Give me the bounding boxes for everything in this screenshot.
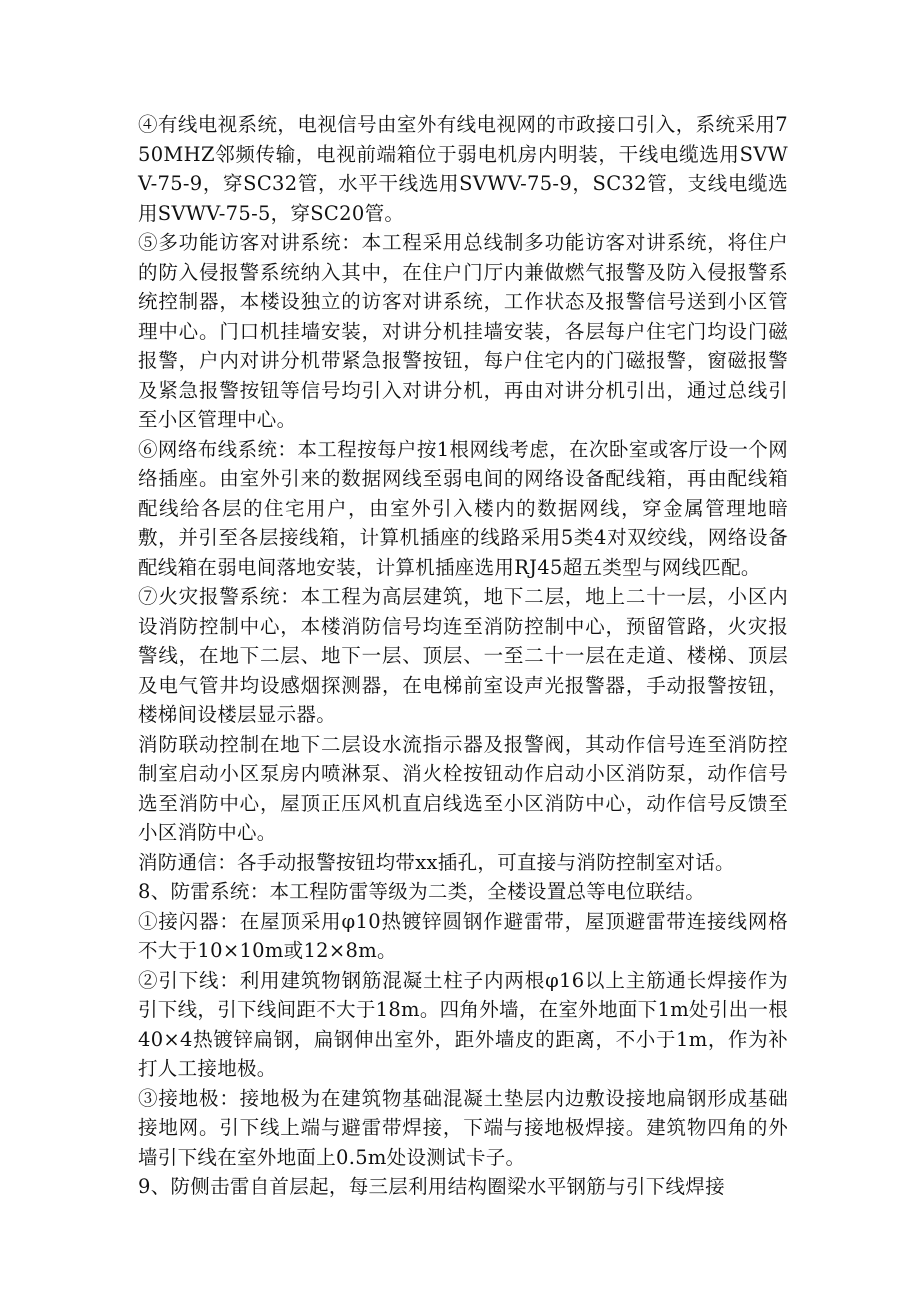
paragraph-earth-electrode: ③接地极：接地极为在建筑物基础混凝土垫层内边敷设接地扁钢形成基础接地网。引下线上端与避雷带焊接，下端与接地极焊接。建筑物四角的外墙引下线在室外地面上0.5m处设测试卡子。 [138, 1086, 788, 1169]
paragraph-side-strike: 9、防侧击雷自首层起，每三层利用结构圈梁水平钢筋与引下线焊接 [138, 1175, 725, 1198]
paragraph-down-conductor: ②引下线：利用建筑物钢筋混凝土柱子内两根φ16以上主筋通长焊接作为引下线，引下线间距不大于18m。四角外墙，在室外地面下1m处引出一根40×4热镀锌扁钢，扁钢伸出室外，距外墙皮的距离，不小于1m，作为补打人工接地极。 [138, 968, 788, 1080]
paragraph-intercom: ⑤多功能访客对讲系统：本工程采用总线制多功能访客对讲系统，将住户的防入侵报警系统纳入其中，在住户门厅内兼做燃气报警及防入侵报警系统控制器，本楼设独立的访客对讲系统，工作状态及报警信号送到小区管理中心。门口机挂墙安装，对讲分机挂墙安装，各层每户住宅门均设门磁报警，户内对讲分机带紧急报警按钮，每户住宅内的门磁报警，窗磁报警及紧急报警按钮等信号均引入对讲分机，再由对讲分机引出，通过总线引至小区管理中心。 [138, 231, 788, 431]
paragraph-fire-linkage: 消防联动控制在地下二层设水流指示器及报警阀，其动作信号连至消防控制室启动小区泵房内喷淋泵、消火栓按钮动作启动小区消防泵，动作信号选至消防中心，屋顶正压风机直启线选至小区消防中心，动作信号反馈至小区消防中心。 [138, 732, 788, 844]
paragraph-fire-alarm: ⑦火灾报警系统：本工程为高层建筑，地下二层，地上二十一层，小区内设消防控制中心，本楼消防信号均连至消防控制中心，预留管路，火灾报警线，在地下二层、地下一层、顶层、一至二十一层在走道、楼梯、顶层及电气管井均设感烟探测器，在电梯前室设声光报警器，手动报警按钮，楼梯间设楼层显示器。 [138, 585, 788, 726]
paragraph-cable-tv: ④有线电视系统，电视信号由室外有线电视网的市政接口引入，系统采用750MHZ邻频传输，电视前端箱位于弱电机房内明装，干线电缆选用SVWV-75-9，穿SC32管，水平干线选用SVWV-75-9，SC32管，支线电缆选用SVWV-75-5，穿SC20管。 [138, 113, 788, 225]
paragraph-fire-communication: 消防通信：各手动报警按钮均带xx插孔，可直接与消防控制室对话。 [138, 850, 735, 874]
paragraph-air-terminal: ①接闪器：在屋顶采用φ10热镀锌圆钢作避雷带，屋顶避雷带连接线网格不大于10×10m或12×8m。 [138, 909, 788, 962]
paragraph-lightning-protection: 8、防雷系统：本工程防雷等级为二类，全楼设置总等电位联结。 [138, 880, 706, 903]
document-page [138, 110, 788, 1202]
paragraph-network: ⑥网络布线系统：本工程按每户按1根网线考虑，在次卧室或客厅设一个网络插座。由室外引来的数据网线至弱电间的网络设备配线箱，再由配线箱配线给各层的住宅用户，由室外引入楼内的数据网线，穿金属管理地暗敷，并引至各层接线箱，计算机插座的线路采用5类4对双绞线，网络设备配线箱在弱电间落地安装，计算机插座选用RJ45超五类型与网线匹配。 [138, 437, 788, 579]
